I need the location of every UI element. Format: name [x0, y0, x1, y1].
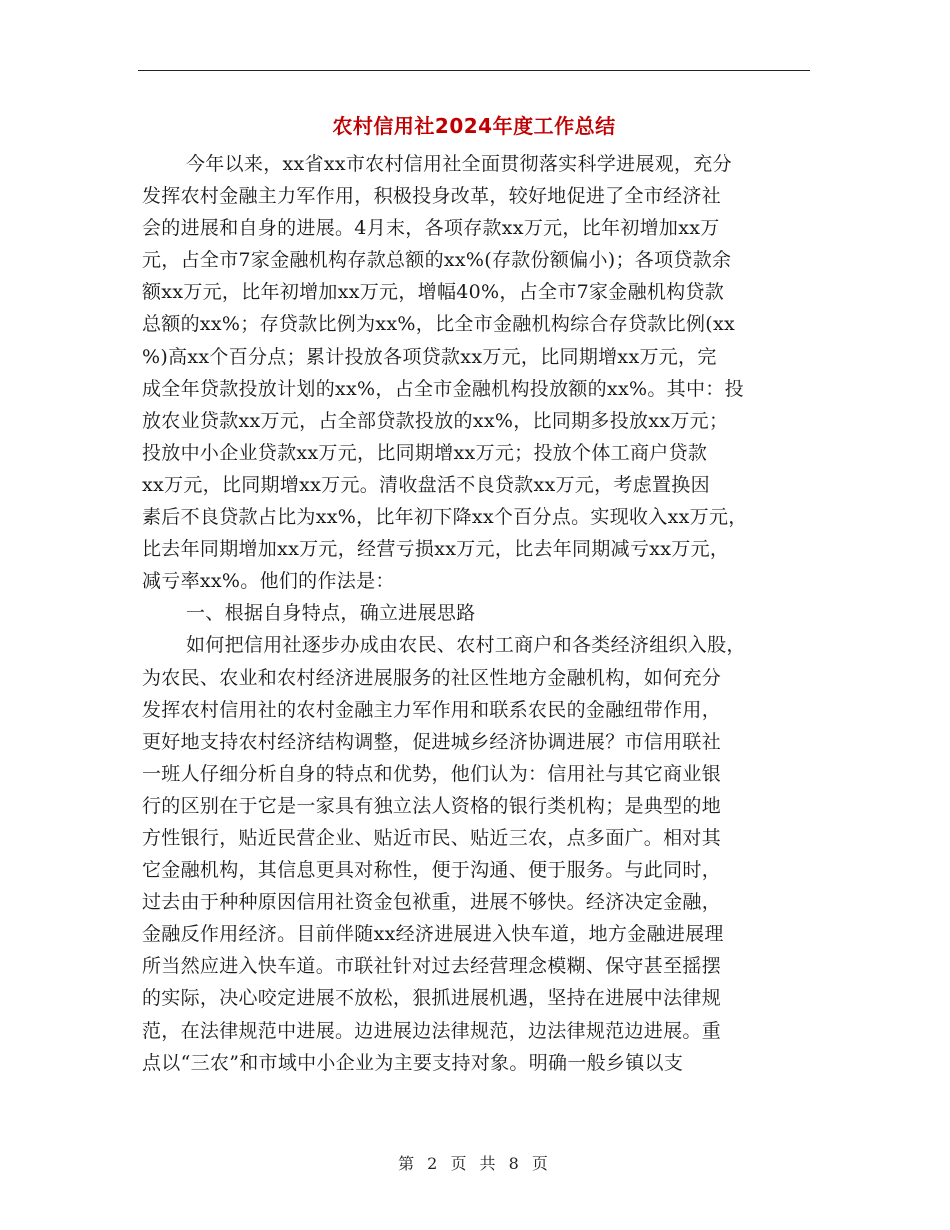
text-line: %)高xx个百分点；累计投放各项贷款xx万元，比同期增xx万元，完 — [142, 345, 717, 368]
text-line: 投放中小企业贷款xx万元，比同期增xx万元；投放个体工商户贷款 — [142, 441, 708, 464]
text-line: 范，在法律规范中进展。边进展边法律规范，边法律规范边进展。重 — [142, 1019, 722, 1042]
text-line: 成全年贷款投放计划的xx%，占全市金融机构投放额的xx%。其中：投 — [142, 377, 744, 400]
text-line: 放农业贷款xx万元，占全部贷款投放的xx%，比同期多投放xx万元； — [142, 409, 729, 432]
text-line: 比去年同期增加xx万元，经营亏损xx万元，比去年同期减亏xx万元， — [142, 538, 730, 561]
text-line: 今年以来，xx省xx市农村信用社全面贯彻落实科学进展观，充分 — [186, 153, 732, 175]
text-line: 会的进展和自身的进展。4月末，各项存款xx万元，比年初增加xx万 — [142, 217, 720, 240]
text-line: 行的区别在于它是一家具有独立法人资格的银行类机构；是典型的地 — [142, 794, 722, 817]
text-line: 方性银行，贴近民营企业、贴近市民、贴近三农，点多面广。相对其 — [142, 826, 722, 849]
text-line: 一班人仔细分析自身的特点和优势，他们认为：信用社与其它商业银 — [142, 762, 722, 785]
text-line: 发挥农村信用社的农村金融主力军作用和联系农民的金融纽带作用， — [142, 698, 722, 721]
text-line: 它金融机构，其信息更具对称性，便于沟通、便于服务。与此同时， — [142, 859, 722, 882]
text-line: 所当然应进入快车道。市联社针对过去经营理念模糊、保守甚至摇摆 — [142, 955, 722, 978]
text-line: 如何把信用社逐步办成由农民、农村工商户和各类经济组织入股， — [186, 634, 746, 657]
text-line: 点以“三农”和市域中小企业为主要支持对象。明确一般乡镇以支 — [142, 1051, 684, 1074]
document-title: 农村信用社2024年度工作总结 — [332, 114, 616, 138]
text-line: 更好地支持农村经济结构调整，促进城乡经济协调进展？市信用联社 — [142, 730, 722, 753]
text-line: 过去由于种种原因信用社资金包袱重，进展不够快。经济决定金融， — [142, 891, 722, 914]
text-line: xx万元，比同期增xx万元。清收盘活不良贷款xx万元，考虑置换因 — [142, 473, 710, 496]
header-rule — [138, 70, 810, 71]
text-line: 总额的xx%；存贷款比例为xx%，比全市金融机构综合存贷款比例(xx — [142, 313, 736, 336]
text-line: 金融反作用经济。目前伴随xx经济进展进入快车道，地方金融进展理 — [142, 923, 724, 946]
page-number-footer: 第 2 页 共 8 页 — [398, 1154, 552, 1173]
text-line: 发挥农村金融主力军作用，积极投身改革，较好地促进了全市经济社 — [142, 185, 722, 208]
text-line: 一、根据自身特点，确立进展思路 — [186, 602, 476, 625]
text-line: 为农民、农业和农村经济进展服务的社区性地方金融机构，如何充分 — [142, 666, 722, 689]
text-line: 额xx万元，比年初增加xx万元，增幅40%，占全市7家金融机构贷款 — [142, 281, 725, 304]
text-line: 减亏率xx%。他们的作法是： — [142, 570, 395, 593]
document-body — [142, 148, 814, 1079]
text-line: 素后不良贷款占比为xx%，比年初下降xx个百分点。实现收入xx万元， — [142, 506, 748, 529]
text-line: 的实际，决心咬定进展不放松，狠抓进展机遇，坚持在进展中法律规 — [142, 987, 722, 1010]
text-line: 元，占全市7家金融机构存款总额的xx%(存款份额偏小)；各项贷款余 — [142, 249, 732, 272]
